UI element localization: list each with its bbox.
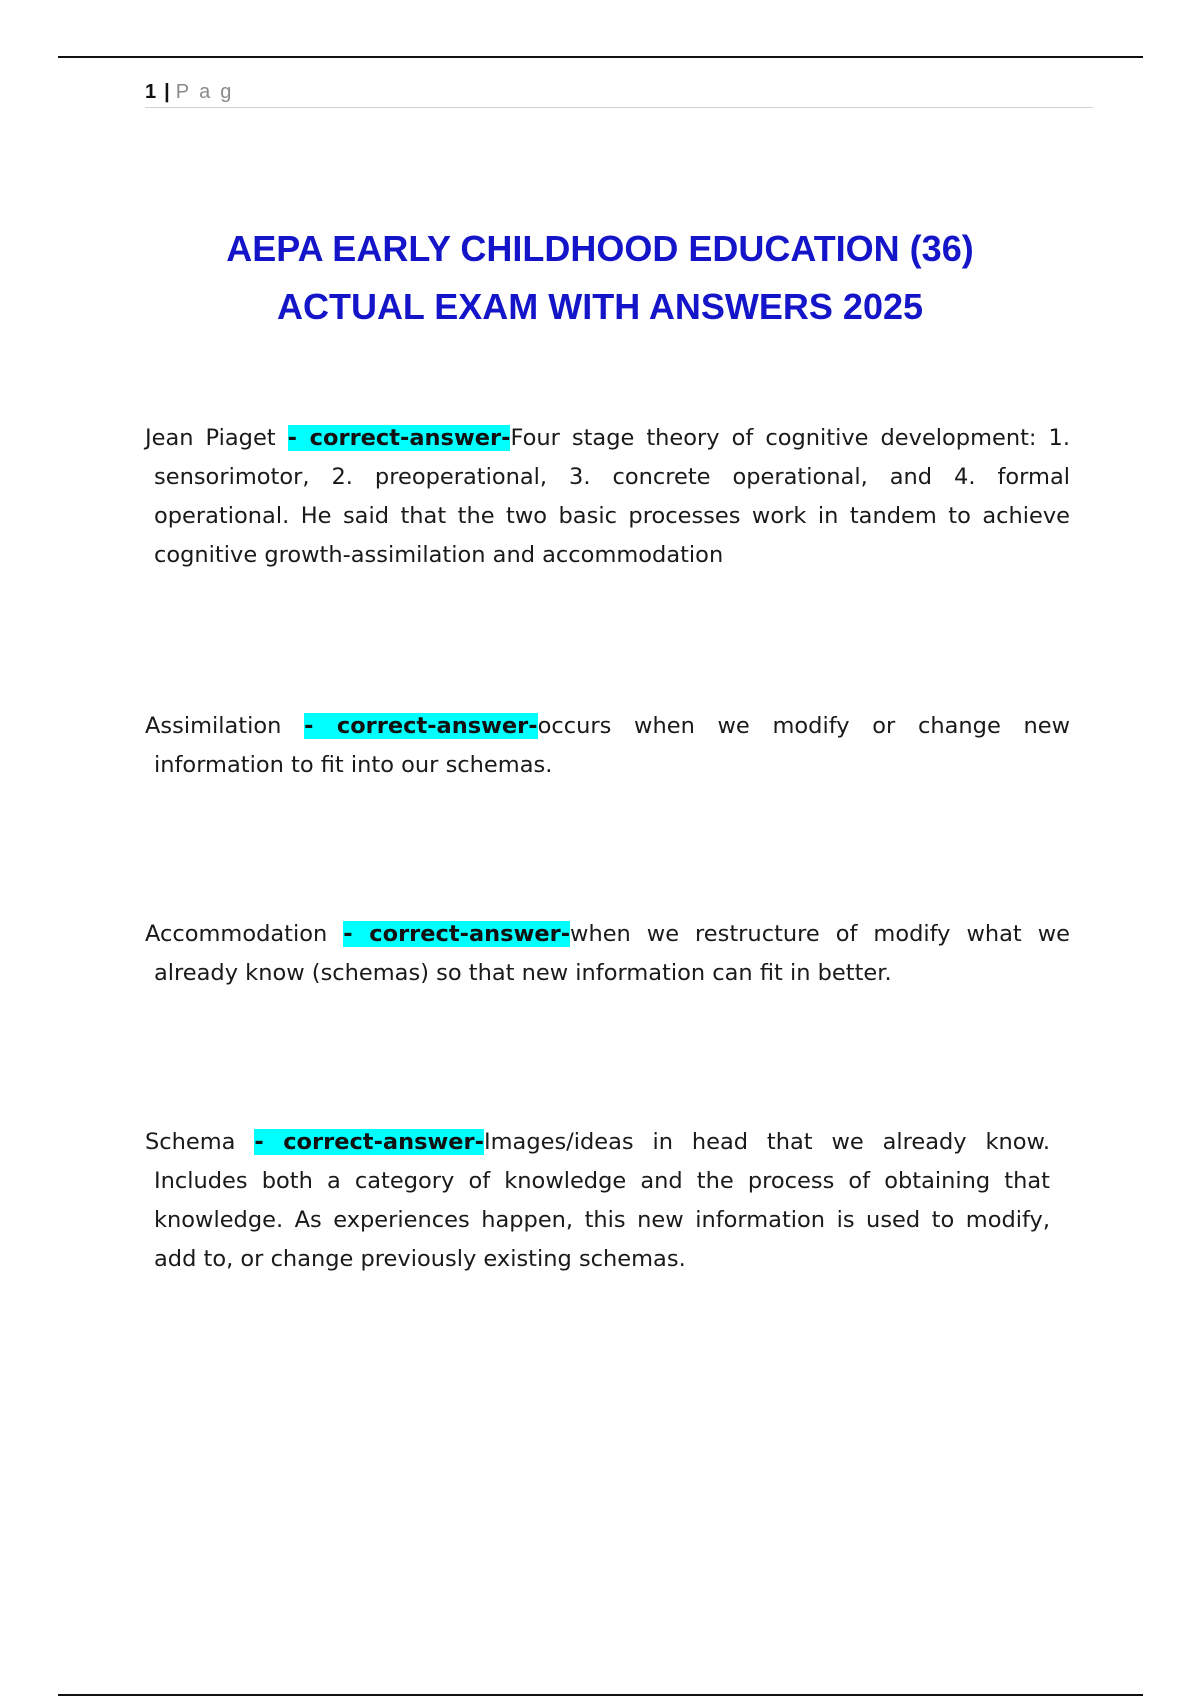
entry-term: Accommodation	[145, 921, 328, 947]
page-header	[145, 77, 1093, 108]
title-line-2: ACTUAL EXAM WITH ANSWERS 2025	[276, 286, 924, 327]
entry-definition: Four stage theory of cognitive development: 1. sensorimotor, 2. preoperational, 3. concrete operational, and 4. formal operational. He said that the two basic processes work in tandem to achieve cognitive growth-assimilation and accommodation	[154, 425, 1070, 568]
entry-definition: occurs when we modify or change new information to fit into our schemas.	[154, 713, 1070, 778]
page-word: Pag	[175, 81, 242, 103]
correct-answer-marker: - correct-answer-	[287, 425, 511, 451]
qa-entry	[145, 915, 1070, 993]
title-line-1: AEPA EARLY CHILDHOOD EDUCATION (36)	[226, 228, 974, 269]
entry-term: Schema	[145, 1129, 236, 1155]
entry-definition: when we restructure of modify what we already know (schemas) so that new information can fit in better.	[154, 921, 1070, 986]
correct-answer-marker: - correct-answer-	[343, 921, 571, 947]
top-rule	[58, 56, 1143, 58]
document-title	[100, 220, 1100, 336]
qa-entry	[145, 707, 1070, 785]
correct-answer-marker: - correct-answer-	[254, 1129, 484, 1155]
entry-term: Assimilation	[145, 713, 282, 739]
page-number: 1	[145, 81, 157, 103]
entry-definition: Images/ideas in head that we already know. Includes both a category of knowledge and the process of obtaining that knowledge. As experiences happen, this new information is used to modify, add to, or change previously existing schemas.	[154, 1129, 1050, 1272]
correct-answer-marker: - correct-answer-	[304, 713, 538, 739]
entry-term: Jean Piaget	[145, 425, 276, 451]
qa-entry	[145, 419, 1070, 575]
bottom-rule	[58, 1694, 1143, 1696]
page-separator: |	[164, 81, 170, 103]
qa-entry	[145, 1123, 1050, 1279]
